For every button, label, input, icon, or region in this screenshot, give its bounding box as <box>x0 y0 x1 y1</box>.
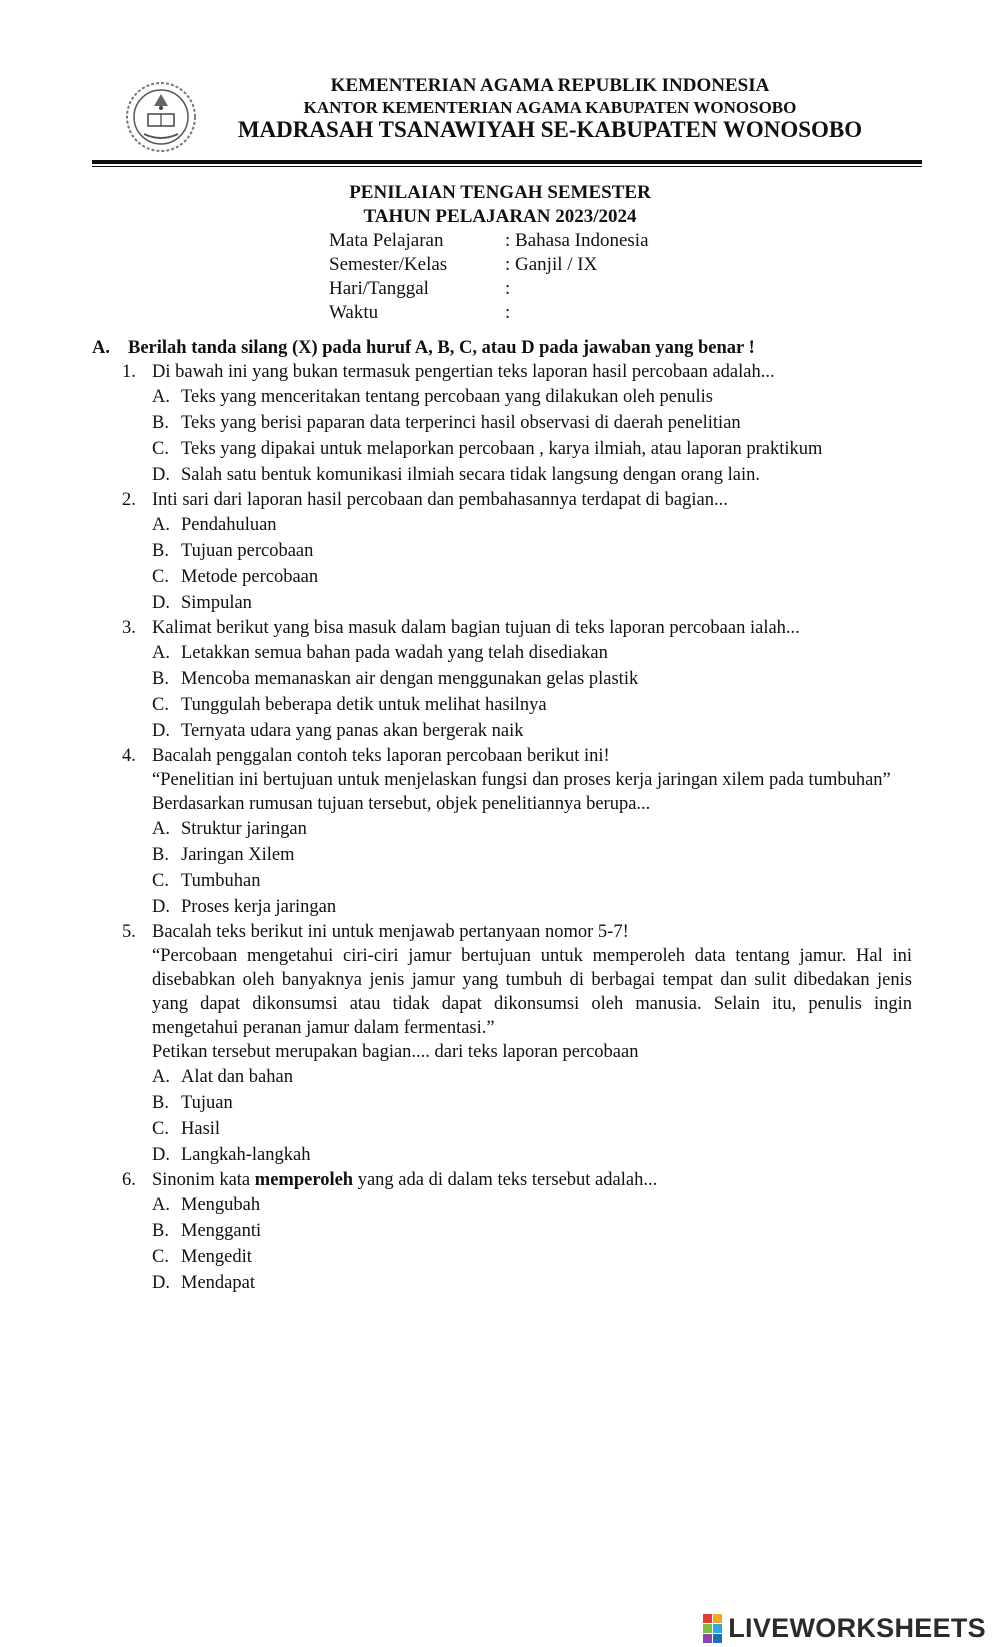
question-number: 5. <box>122 922 136 942</box>
answer-option[interactable] <box>152 868 912 894</box>
option-text: Hasil <box>181 1119 221 1139</box>
kemenag-logo-icon <box>124 80 198 154</box>
option-letter: B. <box>152 669 169 689</box>
answer-option[interactable] <box>152 436 912 462</box>
question-1 <box>92 360 912 488</box>
question-number: 1. <box>122 362 136 382</box>
option-text: Salah satu bentuk komunikasi ilmiah secara tidak langsung dengan orang lain. <box>181 465 761 485</box>
option-text: Struktur jaringan <box>181 819 307 839</box>
answer-option[interactable] <box>152 384 912 410</box>
option-letter: A. <box>152 1067 170 1087</box>
option-letter: B. <box>152 845 169 865</box>
option-text: Mendapat <box>181 1273 255 1293</box>
answer-option[interactable] <box>152 1142 912 1168</box>
option-text: Teks yang dipakai untuk melaporkan percobaan , karya ilmiah, atau laporan praktikum <box>181 439 823 459</box>
option-text: Letakkan semua bahan pada wadah yang telah disediakan <box>181 643 608 663</box>
option-letter: D. <box>152 1273 170 1293</box>
answer-option[interactable] <box>152 1090 912 1116</box>
option-text: Tujuan percobaan <box>181 541 314 561</box>
option-letter: D. <box>152 593 170 613</box>
option-letter: D. <box>152 1145 170 1165</box>
answer-option[interactable] <box>152 590 912 616</box>
logo-block <box>703 1624 712 1633</box>
question-text: Bacalah penggalan contoh teks laporan percobaan berikut ini! <box>152 746 610 766</box>
question-text <box>152 1168 912 1192</box>
question-keyword: memperoleh <box>254 1170 354 1190</box>
header-divider-thin <box>92 166 922 167</box>
answer-option[interactable] <box>152 410 912 436</box>
option-letter: B. <box>152 1093 169 1113</box>
header-ministry: KEMENTERIAN AGAMA REPUBLIK INDONESIA <box>330 75 770 96</box>
info-label: Waktu <box>329 302 379 323</box>
section-letter: A. <box>92 338 110 358</box>
option-letter: B. <box>152 541 169 561</box>
option-text: Simpulan <box>181 593 252 613</box>
info-value: : <box>505 302 511 323</box>
answer-option[interactable] <box>152 564 912 590</box>
question-text: Bacalah teks berikut ini untuk menjawab pertanyaan nomor 5-7! <box>152 922 629 942</box>
answer-option[interactable] <box>152 1116 912 1142</box>
option-letter: A. <box>152 643 170 663</box>
option-letter: C. <box>152 871 169 891</box>
info-label: Semester/Kelas <box>329 254 448 275</box>
exam-title: PENILAIAN TENGAH SEMESTER <box>349 182 651 203</box>
answer-option[interactable] <box>152 538 912 564</box>
option-text: Mengedit <box>181 1247 252 1267</box>
answer-option[interactable] <box>152 1270 912 1296</box>
header-divider-thick <box>92 160 922 164</box>
option-letter: C. <box>152 695 169 715</box>
option-letter: B. <box>152 413 169 433</box>
info-row <box>329 253 649 277</box>
question-quote: “Percobaan mengetahui ciri-ciri jamur bertujuan untuk memperoleh data tentang jamur. Hal ini disebabkan oleh banyaknya jenis jamur yang tumbuh di berbagai tempat dan sulit dibedakan jenis yang dapat dikonsumsi atau tidak dapat dikonsumsi oleh manusia. Selain itu, penulis ingin mengetahui peranan jamur dalam fermentasi.” <box>152 946 912 1038</box>
info-row <box>329 301 649 325</box>
question-3 <box>92 616 912 744</box>
section-instruction <box>92 336 912 360</box>
logo-block <box>713 1624 722 1633</box>
question-number: 6. <box>122 1170 136 1190</box>
option-letter: C. <box>152 1247 169 1267</box>
info-label: Hari/Tanggal <box>329 278 429 299</box>
info-value: : <box>505 278 511 299</box>
answer-option[interactable] <box>152 718 912 744</box>
option-letter: A. <box>152 515 170 535</box>
liveworksheets-brand[interactable] <box>703 1613 986 1643</box>
answer-option[interactable] <box>152 692 912 718</box>
option-text: Mencoba memanaskan air dengan menggunakan gelas plastik <box>181 669 639 689</box>
question-5 <box>92 920 912 1168</box>
exam-content <box>92 336 912 1296</box>
logo-block <box>703 1614 712 1623</box>
question-number: 3. <box>122 618 136 638</box>
answer-option[interactable] <box>152 640 912 666</box>
option-letter: A. <box>152 1195 170 1215</box>
question-2 <box>92 488 912 616</box>
question-text: Di bawah ini yang bukan termasuk pengertian teks laporan hasil percobaan adalah... <box>152 362 775 382</box>
answer-option[interactable] <box>152 512 912 538</box>
section-instruction-text: Berilah tanda silang (X) pada huruf A, B, C, atau D pada jawaban yang benar ! <box>128 338 755 358</box>
info-value: : Bahasa Indonesia <box>505 230 649 251</box>
info-value: : Ganjil / IX <box>505 254 598 275</box>
question-text: Inti sari dari laporan hasil percobaan dan pembahasannya terdapat di bagian... <box>152 490 728 510</box>
option-letter: A. <box>152 387 170 407</box>
answer-option[interactable] <box>152 1244 912 1270</box>
question-quote: “Penelitian ini bertujuan untuk menjelaskan fungsi dan proses kerja jaringan xilem pada tumbuhan” <box>152 770 891 790</box>
liveworksheets-logo-icon <box>703 1614 722 1643</box>
option-text: Metode percobaan <box>181 567 319 587</box>
info-row <box>329 277 649 301</box>
option-text: Mengubah <box>181 1195 261 1215</box>
answer-option[interactable] <box>152 1064 912 1090</box>
option-letter: D. <box>152 721 170 741</box>
question-text-before: Sinonim kata <box>152 1170 255 1190</box>
question-prompt: Petikan tersebut merupakan bagian.... dari teks laporan percobaan <box>152 1042 639 1062</box>
option-letter: C. <box>152 567 169 587</box>
question-4 <box>92 744 912 920</box>
option-letter: D. <box>152 465 170 485</box>
option-letter: C. <box>152 439 169 459</box>
answer-option[interactable] <box>152 816 912 842</box>
option-text: Tunggulah beberapa detik untuk melihat hasilnya <box>181 695 547 715</box>
logo-block <box>703 1634 712 1643</box>
question-number: 2. <box>122 490 136 510</box>
question-number: 4. <box>122 746 136 766</box>
option-text: Alat dan bahan <box>181 1067 293 1087</box>
option-letter: C. <box>152 1119 169 1139</box>
option-text: Teks yang menceritakan tentang percobaan yang dilakukan oleh penulis <box>181 387 713 407</box>
option-text: Teks yang berisi paparan data terperinci hasil observasi di daerah penelitian <box>181 413 741 433</box>
question-text-after: yang ada di dalam teks tersebut adalah... <box>353 1170 658 1190</box>
option-text: Tumbuhan <box>181 871 261 891</box>
header-office: KANTOR KEMENTERIAN AGAMA KABUPATEN WONOSOBO <box>303 98 797 117</box>
exam-info <box>329 229 649 325</box>
answer-option[interactable] <box>152 842 912 868</box>
option-text: Tujuan <box>181 1093 233 1113</box>
info-label: Mata Pelajaran <box>329 230 444 251</box>
answer-option[interactable] <box>152 462 912 488</box>
answer-option[interactable] <box>152 1218 912 1244</box>
answer-option[interactable] <box>152 1192 912 1218</box>
option-text: Pendahuluan <box>181 515 277 535</box>
option-text: Mengganti <box>181 1221 262 1241</box>
question-text: Kalimat berikut yang bisa masuk dalam bagian tujuan di teks laporan percobaan ialah... <box>152 618 800 638</box>
answer-option[interactable] <box>152 666 912 692</box>
option-text: Langkah-langkah <box>181 1145 311 1165</box>
option-text: Proses kerja jaringan <box>181 897 337 917</box>
logo-block <box>713 1614 722 1623</box>
question-6 <box>92 1168 912 1296</box>
option-text: Ternyata udara yang panas akan bergerak naik <box>181 721 524 741</box>
liveworksheets-wordmark: LIVEWORKSHEETS <box>728 1612 986 1643</box>
question-prompt: Berdasarkan rumusan tujuan tersebut, objek penelitiannya berupa... <box>152 794 651 814</box>
option-letter: A. <box>152 819 170 839</box>
logo-block <box>713 1634 722 1643</box>
option-letter: D. <box>152 897 170 917</box>
option-text: Jaringan Xilem <box>181 845 295 865</box>
option-letter: B. <box>152 1221 169 1241</box>
info-row <box>329 229 649 253</box>
header-school: MADRASAH TSANAWIYAH SE-KABUPATEN WONOSOBO <box>237 117 863 142</box>
academic-year: TAHUN PELAJARAN 2023/2024 <box>363 206 637 227</box>
answer-option[interactable] <box>152 894 912 920</box>
